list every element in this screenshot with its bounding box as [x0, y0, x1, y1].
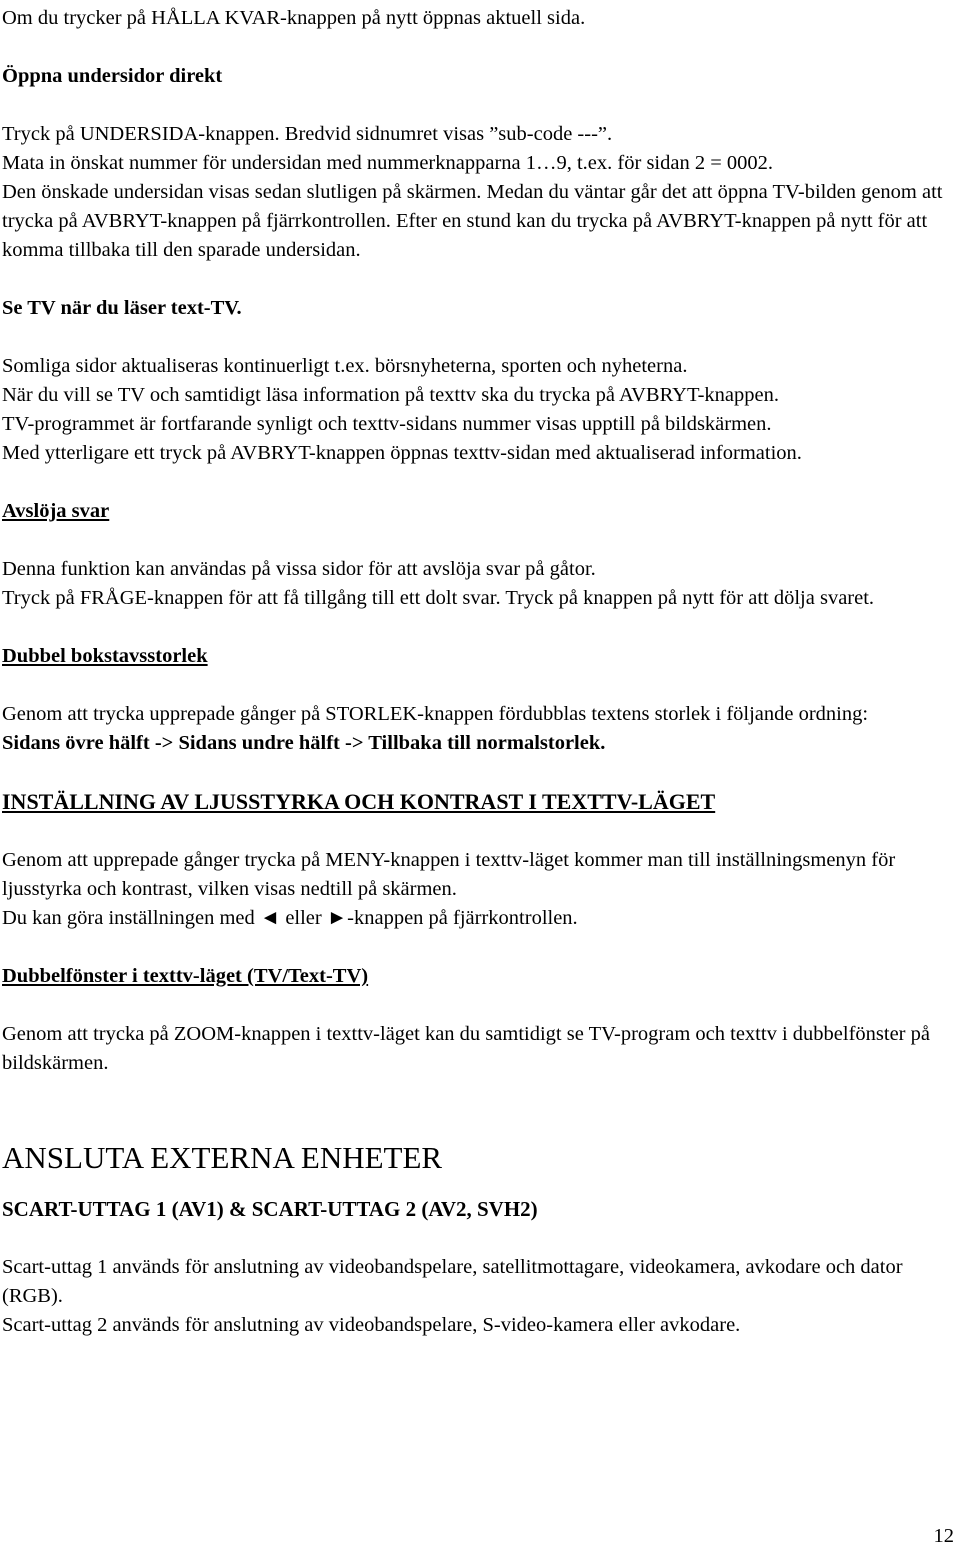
paragraph-open-sub-1: Tryck på UNDERSIDA-knappen. Bredvid sidnumret visas ”sub-code ---”. [2, 123, 613, 145]
paragraph-open-sub-2: Mata in önskat nummer för undersidan med nummerknapparna 1…9, t.ex. för sidan 2 = 0002. [2, 152, 774, 174]
paragraph-open-sub-3: Den önskade undersidan visas sedan slutligen på skärmen. Medan du väntar går det att öppna TV-bilden genom att trycka på AVBRYT-knappen på fjärrkontrollen. Efter en stund kan du trycka på AVBRYT-knappen på nytt för att komma tillbaka till den sparade undersidan. [2, 181, 943, 261]
paragraph-double-2: Sidans övre hälft -> Sidans undre hälft -> Tillbaka till normalstorlek. [2, 732, 606, 754]
paragraph-dual-window-1: Genom att trycka på ZOOM-knappen i texttv-läget kan du samtidigt se TV-program och texttv i dubbelfönster på bildskärmen. [2, 1023, 930, 1074]
heading-double-size: Dubbel bokstavsstorlek [2, 645, 208, 667]
paragraph-brightness-2: Du kan göra inställningen med ◄ eller ►-knappen på fjärrkontrollen. [2, 907, 578, 929]
paragraph-watch-1: Somliga sidor aktualiseras kontinuerligt t.ex. börsnyheterna, sporten och nyheterna. [2, 355, 688, 377]
paragraph-reveal-2: Tryck på FRÅGE-knappen för att få tillgång till ett dolt svar. Tryck på knappen på nytt för att dölja svaret. [2, 587, 875, 609]
page-number: 12 [933, 1525, 954, 1547]
paragraph-scart-2: Scart-uttag 2 används för anslutning av videobandspelare, S-video-kamera eller avkodare. [2, 1314, 741, 1336]
heading-watch-tv: Se TV när du läser text-TV. [2, 297, 242, 319]
paragraph-keep: Om du trycker på HÅLLA KVAR-knappen på nytt öppnas aktuell sida. [2, 7, 586, 29]
paragraph-brightness-1: Genom att upprepade gånger trycka på MENY-knappen i texttv-läget kommer man till inställningsmenyn för ljusstyrka och kontrast, vilken visas nedtill på skärmen. [2, 849, 896, 900]
paragraph-watch-2: När du vill se TV och samtidigt läsa information på texttv ska du trycka på AVBRYT-knappen. [2, 384, 779, 406]
heading-dual-window: Dubbelfönster i texttv-läget (TV/Text-TV) [2, 965, 369, 987]
paragraph-watch-3: TV-programmet är fortfarande synligt och texttv-sidans nummer visas upptill på bildskärmen. [2, 413, 772, 435]
document-page [2, 4, 957, 1340]
paragraph-reveal-1: Denna funktion kan användas på vissa sidor för att avslöja svar på gåtor. [2, 558, 596, 580]
heading-scart: SCART-UTTAG 1 (AV1) & SCART-UTTAG 2 (AV2, SVH2) [2, 1197, 538, 1221]
paragraph-double-1: Genom att trycka upprepade gånger på STORLEK-knappen fördubblas textens storlek i följande ordning: [2, 703, 869, 725]
paragraph-scart-1: Scart-uttag 1 används för anslutning av videobandspelare, satellitmottagare, videokamera, avkodare och dator (RGB). [2, 1256, 903, 1307]
heading-open-subpages: Öppna undersidor direkt [2, 65, 223, 87]
heading-connect-external: ANSLUTA EXTERNA ENHETER [2, 1140, 443, 1175]
paragraph-watch-4: Med ytterligare ett tryck på AVBRYT-knappen öppnas texttv-sidan med aktualiserad information. [2, 442, 802, 464]
heading-reveal: Avslöja svar [2, 500, 110, 522]
heading-brightness: INSTÄLLNING AV LJUSSTYRKA OCH KONTRAST I TEXTTV-LÄGET [2, 789, 716, 814]
